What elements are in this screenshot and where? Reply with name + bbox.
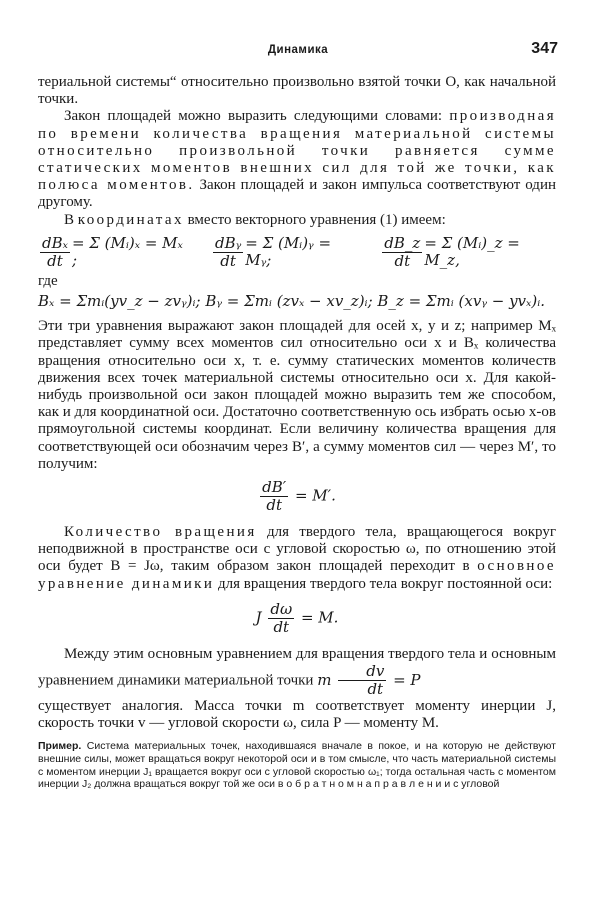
numerator: dBᵧ: [214, 233, 242, 252]
paragraph-continuation: териальной системы“ относительно произвольно взятой точки O, как начальной точки.: [38, 74, 556, 108]
page-body: [38, 74, 556, 791]
paragraph-analogy-cont: существует аналогия. Масса точки m соответствует моменту инерции J, скорость точки v — угловой скорости ω, сила P — моменту M.: [38, 698, 556, 732]
paragraph-coordinates: [38, 212, 556, 229]
text-run: Между этим основным уравнением для вращения твердого тела и основным уравнением динамики материальной точки: [38, 645, 556, 689]
formula-rotation-equation: [38, 601, 556, 636]
formula-rhs: = M.: [300, 608, 339, 627]
denominator: dt: [394, 251, 411, 270]
denominator: dt: [367, 680, 384, 699]
fraction: [40, 235, 70, 270]
text-run: вместо векторного уравнения (1) имеем:: [183, 211, 446, 228]
formula-lhs: J: [255, 608, 262, 627]
denominator: dt: [220, 251, 236, 270]
formula-angular-momentum-components: [38, 235, 556, 270]
formula-rhs: = P: [393, 670, 421, 689]
example-note: [38, 740, 556, 790]
numerator: dBₓ: [42, 233, 68, 252]
fraction: [260, 479, 288, 514]
spaced-emphasis: Количество вращения: [64, 524, 257, 541]
text-run: для вращения твердого тела вокруг постоянной оси:: [214, 575, 553, 592]
denominator: dt: [47, 251, 63, 270]
fraction: [268, 601, 294, 636]
formula-rhs: = M′.: [294, 486, 336, 505]
denominator: dt: [273, 617, 290, 636]
numerator: dv: [338, 663, 386, 681]
example-label: Пример.: [38, 740, 82, 753]
denominator: dt: [266, 496, 282, 515]
fraction: [338, 663, 386, 698]
fraction: [213, 235, 243, 270]
spaced-emphasis: координатах: [77, 211, 184, 228]
example-text: Система материальных точек, находившаяся вначале в покое, и на которую не действуют внешние силы, может вращаться вокруг некоторой оси и в том смысле, что часть материальной системы с моментом инерции J₁ вращается вокруг оси с угловой скоростью ω₁; тогда остальная часть с моментом инерции J₂ должна вращаться вокруг той же оси в о б р а т н о м н а п р а в л е н и и с угловой: [38, 740, 556, 791]
formula-arbitrary-axis: [38, 479, 556, 514]
where-label: где: [38, 272, 58, 289]
text-run: Закон площадей можно выразить следующими словами:: [64, 108, 450, 125]
page-number: 347: [531, 40, 558, 57]
numerator: dB′: [262, 478, 287, 497]
text-run: для твердого тела, вращающегося вокруг неподвижной в пространстве оси с угловой скоростью ω, по отношению этой оси будет B = Jω, таким образом закон площадей переходит в: [38, 524, 557, 575]
paragraph-law-of-areas: [38, 108, 556, 211]
paragraph-axes: Эти три уравнения выражают закон площадей для осей x, y и z; например Mₓ представляет сумму всех моментов сил относительно оси x и Bₓ количества вращения относительно оси x, т. е. сумму статических моментов количеств движения всех точек материальной системы относительно оси x. Для какой-нибудь произвольной оси закон площадей можно выразить тем же способом, как и для координатной оси. Достаточно соответственную ось избрать осью x-ов прямоугольной системы координат. Если величину количества вращения для соответствующей оси обозначим через B′, а сумму моментов сил — через M′, то получим:: [38, 318, 556, 472]
spaced-emphasis: производная по времени количества вращения материальной системы относительно произвольной точки равняется сумме статических моментов внешних сил для той же точки, как полюса моментов.: [38, 108, 556, 194]
inline-formula: [317, 662, 421, 699]
text-run: Закон площадей и закон импульса соответствуют один другому.: [38, 177, 556, 211]
page-header: [38, 40, 558, 64]
numerator: dω: [270, 599, 293, 618]
text-run: В: [64, 211, 78, 228]
formula-rhs: = Σ (Mᵢ)ᵧ = Mᵧ;: [245, 234, 332, 270]
fraction: [382, 235, 422, 270]
formula-rhs: = Σ (Mᵢ)ₓ = Mₓ ;: [71, 234, 183, 270]
formula-b-components: Bₓ = Σmᵢ(yv_z − zvᵧ)ᵢ; Bᵧ = Σmᵢ (zvₓ − xv_z)ᵢ; B_z = Σmᵢ (xvᵧ − yvₓ)ᵢ.: [38, 292, 545, 311]
formula-rhs: = Σ (Mᵢ)_z = M_z,: [424, 234, 520, 270]
running-title: Динамика: [267, 44, 329, 56]
formula-lhs: m: [317, 670, 332, 689]
paragraph-analogy: [38, 646, 556, 698]
paragraph-rigid-body: [38, 524, 556, 593]
spaced-emphasis: основное уравнение динамики: [38, 558, 556, 592]
numerator: dB_z: [384, 233, 421, 252]
